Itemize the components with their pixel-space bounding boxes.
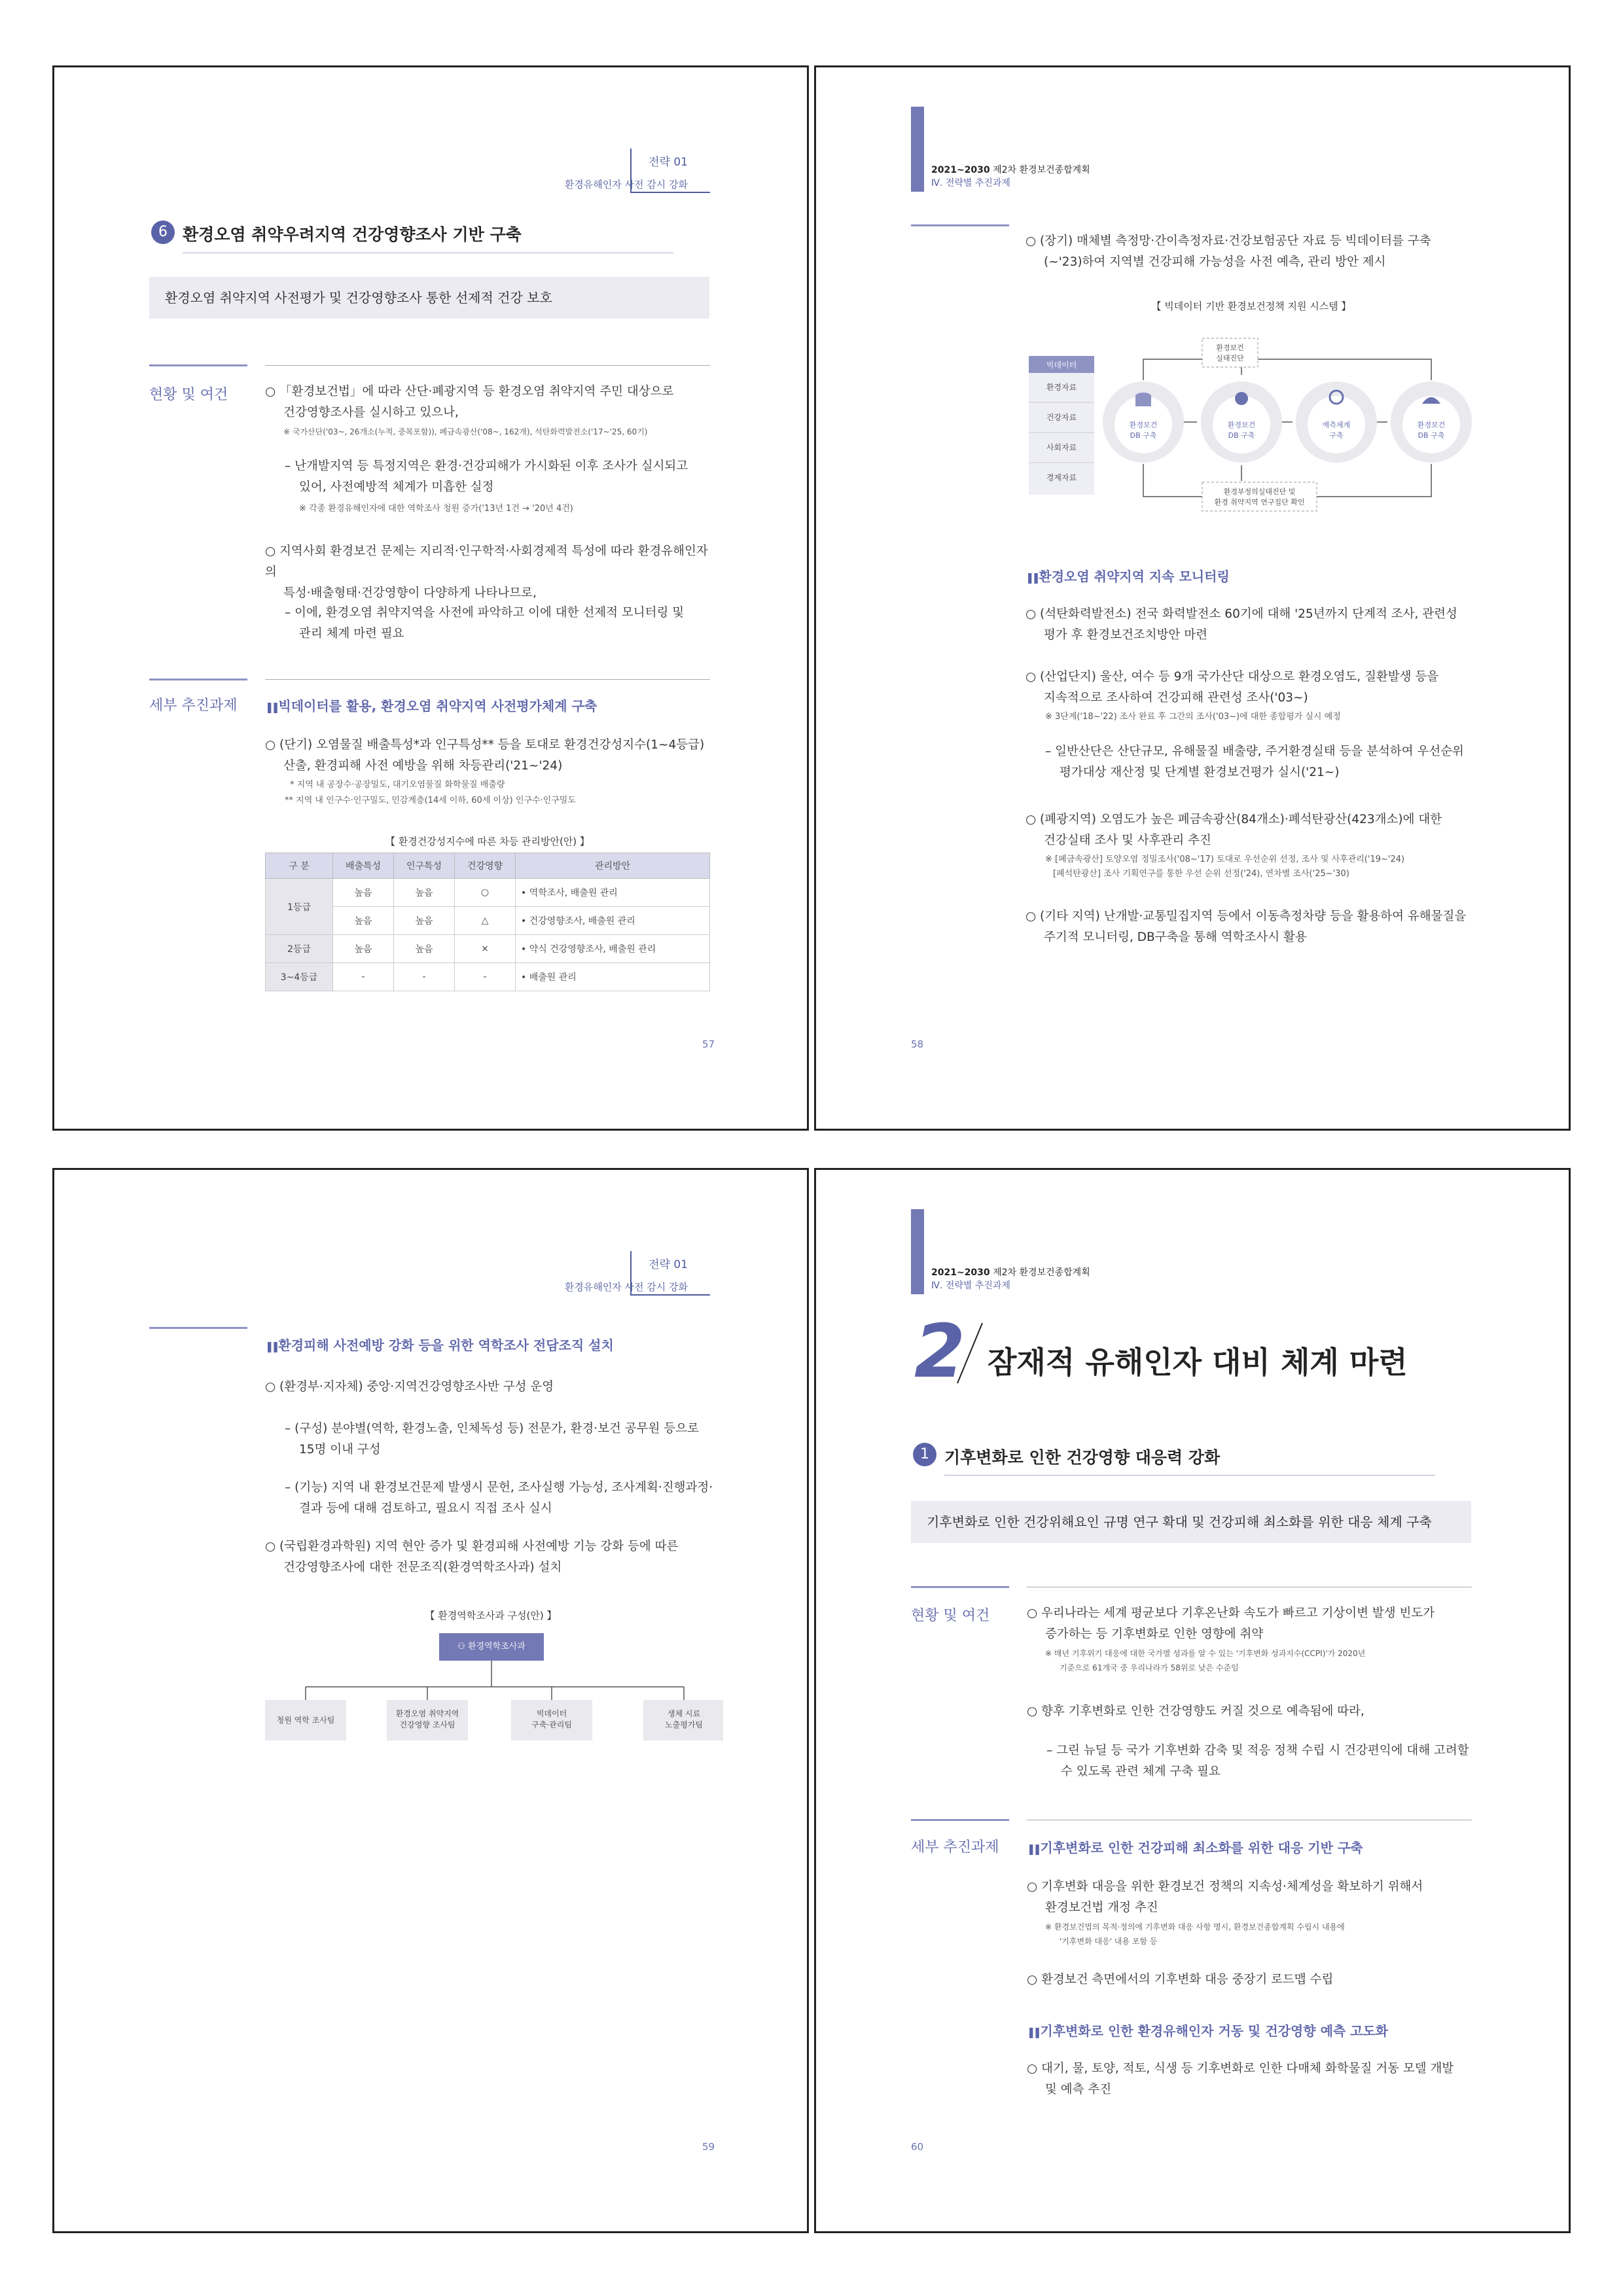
chapter-title: 잠재적 유해인자 대비 체계 마련 <box>988 1345 1408 1380</box>
status-note-2: ※ 각종 환경유해인자에 대한 역학조사 청원 증가('13년 1건 → '20년 4건) <box>299 504 573 514</box>
page-57 <box>52 65 809 1131</box>
label-line <box>149 1327 247 1329</box>
status-dash: – 그린 뉴딜 등 국가 기후변화 감축 및 적응 정책 수립 시 건강편익에 대해 고려할 수 있도록 관련 체계 구축 필요 <box>1046 1744 1469 1778</box>
header-part: Ⅳ. 전략별 추진과제 <box>931 1280 1010 1291</box>
strategy-subtitle: 환경유해인자 사전 감시 강화 <box>564 1281 688 1293</box>
table-row: 2등급 높음 높음 × • 약식 건강영향조사, 배출원 관리 <box>266 935 710 963</box>
org-icon: ⚇ <box>457 1642 468 1651</box>
page-number: 58 <box>911 1038 924 1050</box>
page-60 <box>814 1168 1571 2233</box>
task-note-1: * 지역 내 공장수·공장밀도, 대기오염물질 화학물질 배출량 <box>290 780 505 790</box>
source-item: 사회자료 <box>1046 443 1077 452</box>
table-header: 배출특성 <box>333 853 394 879</box>
composition-dash: – (구성) 분야별(역학, 환경노출, 인체독성 등) 전문가, 환경·보건 공무원 등으로 15명 이내 구성 <box>285 1422 699 1457</box>
page-number: 60 <box>911 2141 924 2153</box>
institute-bullet: ○ (국립환경과학원) 지역 현안 증가 및 환경피해 사전예방 기능 강화 등에 따른 건강영향조사에 대한 전문조직(환경역학조사과) 설치 <box>265 1540 679 1574</box>
section-title: 기후변화로 인한 건강영향 대응력 강화 <box>944 1448 1221 1467</box>
label-line <box>149 679 247 680</box>
org-chart <box>265 1628 723 1772</box>
section-number: 1 <box>913 1443 936 1466</box>
page-59 <box>52 1168 809 2233</box>
node-db-2: 환경보건 DB 구축 <box>1227 421 1256 440</box>
ministry-bullet: ○ (환경부·지자체) 중앙·지역건강영향조사반 구성 운영 <box>265 1380 554 1394</box>
diagram-title: 【 빅데이터 기반 환경보건정책 지원 시스템 】 <box>1151 300 1351 312</box>
status-dash-1: – 난개발지역 등 특정지역은 환경·건강피해가 가시화된 이후 조사가 실시되고 있어, 사전예방적 체계가 미흡한 실정 <box>285 459 688 494</box>
long-term-bullet: ○ (장기) 매체별 측정망·간이측정자료·건강보험공단 자료 등 빅데이터를 구축 (~'23)하여 지역별 건강피해 가능성을 사전 예측, 관리 방안 제시 <box>1026 234 1431 269</box>
industrial-dash: – 일반산단은 산단규모, 유해물질 배출량, 주거환경실태 등을 분석하여 우선순위 평가대상 재산정 및 단계별 환경보건평가 실시('21~) <box>1045 745 1464 779</box>
strategy-header <box>514 149 710 192</box>
section-number: 6 <box>151 221 175 244</box>
source-item: 환경자료 <box>1046 383 1077 392</box>
management-table <box>265 853 710 991</box>
header-plan: 제2차 환경보건종합계획 <box>993 165 1090 175</box>
org-team: 빅데이터 구축·관리팀 <box>531 1709 572 1729</box>
org-team: 환경오염 취약지역 건강영향 조사팀 <box>395 1709 459 1729</box>
bottom-box: 환경부정의실태진단 및 환경 취약지역 연구집단 확인 <box>1214 487 1305 506</box>
table-row: 높음 높음 △ • 건강영향조사, 배출원 관리 <box>266 907 710 935</box>
page-number: 59 <box>702 2141 715 2153</box>
label-status: 현황 및 여건 <box>911 1608 990 1624</box>
org-root: ⚇ 환경역학조사과 <box>439 1633 544 1661</box>
top-box: 환경보건 실태진단 <box>1216 344 1244 362</box>
table-title: 【 환경건강성지수에 따른 차등 관리방안(안) 】 <box>385 836 590 847</box>
summary-box: 환경오염 취약지역 사전평가 및 건강영향조사 통한 선제적 건강 보호 <box>149 277 709 319</box>
org-team: 청원 역학 조사팀 <box>276 1716 335 1725</box>
strategy-header <box>514 1251 710 1294</box>
task-note-2: ** 지역 내 인구수·인구밀도, 민감계층(14세 이하, 60세 이상) 인구수·인구밀도 <box>285 796 576 805</box>
bigdata-label: 빅데이터 <box>1046 361 1077 370</box>
task-bullet-2: ○ 환경보건 측면에서의 기후변화 대응 중장기 로드맵 수립 <box>1027 1973 1334 1987</box>
task-bullet-1: ○ (단기) 오염물질 배출특성*과 인구특성** 등을 토대로 환경건강성지수(1~4등급) 산출, 환경피해 사전 예방을 위해 차등관리('21~'24) <box>265 738 705 773</box>
org-chart-title: 【 환경역학조사과 구성(안) 】 <box>425 1610 557 1621</box>
header-plan: 제2차 환경보건종합계획 <box>993 1267 1090 1278</box>
other-bullet: ○ (기타 지역) 난개발·교통밀집지역 등에서 이동측정차량 등을 활용하여 유해물질을 주기적 모니터링, DB구축을 통해 역학조사시 활용 <box>1026 910 1467 944</box>
rule <box>265 679 710 680</box>
subheading: ❚❚ 기후변화로 인한 환경유해인자 거동 및 건강영향 예측 고도화 <box>1027 2021 1388 2040</box>
subheading: ❚❚ 환경오염 취약지역 지속 모니터링 <box>1026 566 1230 585</box>
industrial-note: ※ 3단계('18~'22) 조사 완료 후 그간의 조사('03~)에 대한 종합평가 실시 예정 <box>1045 712 1341 722</box>
strategy-label: 전략 01 <box>649 1258 688 1271</box>
strategy-subtitle: 환경유해인자 사전 감시 강화 <box>564 179 688 190</box>
label-line <box>911 224 1009 226</box>
table-row: 3~4등급 - - - • 배출원 관리 <box>266 963 710 991</box>
mine-note-2: [폐석탄광산] 조사 기획연구를 통한 우선 순위 선정('24), 연차별 조사('25~'30) <box>1053 869 1349 879</box>
chapter-number: 2 <box>914 1309 965 1394</box>
subheading: ❚❚ 빅데이터를 활용, 환경오염 취약지역 사전평가체계 구축 <box>265 696 597 715</box>
label-task: 세부 추진과제 <box>149 698 238 714</box>
label-line <box>911 1819 1009 1821</box>
label-line <box>149 364 247 366</box>
task-bullet-1: ○ 기후변화 대응을 위한 환경보건 정책의 지속성·체계성을 확보하기 위해서 환경보건법 개정 추진 <box>1027 1880 1423 1915</box>
status-bullet-1: ○ 우리나라는 세계 평균보다 기후온난화 속도가 빠르고 기상이변 발생 빈도가 증가하는 등 기후변화로 인한 영향에 취약 <box>1027 1606 1435 1641</box>
status-note-1: ※ 매년 기후위기 대응에 대한 국가별 성과를 알 수 있는 '기후변화 성과지수(CCPI)'가 2020년 기준으로 61개국 중 우리나라가 58위로 낮은 수준임 <box>1045 1649 1366 1672</box>
rule <box>265 365 710 366</box>
summary-box: 기후변화로 인한 건강위해요인 규명 연구 확대 및 건강피해 최소화를 위한 대응 체계 구축 <box>911 1501 1471 1543</box>
industrial-bullet: ○ (산업단지) 울산, 여수 등 9개 국가산단 대상으로 환경오염도, 질환발생 등을 지속적으로 조사하여 건강피해 관련성 조사('03~) <box>1026 670 1439 705</box>
status-bullet-2: ○ 지역사회 환경보건 문제는 지리적·인구학적·사회경제적 특성에 따라 환경유해인자의 특성·배출형태·건강영향이 다양하게 나타나므로, <box>265 544 708 600</box>
table-header: 관리방안 <box>516 853 710 879</box>
org-team: 생체 시료 노출평가팀 <box>665 1709 703 1729</box>
page-number: 57 <box>702 1038 715 1050</box>
chapter-slash-icon <box>954 1320 986 1386</box>
subheading: ❚❚ 환경피해 사전예방 강화 등을 위한 역학조사 전담조직 설치 <box>265 1335 614 1354</box>
task-bullet-3: ○ 대기, 물, 토양, 적토, 식생 등 기후변화로 인한 다매체 화학물질 거동 모델 개발 및 예측 추진 <box>1027 2062 1454 2096</box>
status-bullet-2: ○ 향후 기후변화로 인한 건강영향도 커질 것으로 예측됨에 따라, <box>1027 1704 1364 1718</box>
function-dash: – (기능) 지역 내 환경보건문제 발생시 문헌, 조사실행 가능성, 조사계획·진행과정· 결과 등에 대해 검토하고, 필요시 직접 조사 실시 <box>285 1481 713 1515</box>
header-part: Ⅳ. 전략별 추진과제 <box>931 178 1010 188</box>
table-header: 구 분 <box>266 853 333 879</box>
section-title: 환경오염 취약우려지역 건강영향조사 기반 구축 <box>183 225 522 244</box>
coal-bullet: ○ (석탄화력발전소) 전국 화력발전소 60기에 대해 '25년까지 단계적 조사, 관련성 평가 후 환경보건조치방안 마련 <box>1026 607 1457 642</box>
status-note-1: ※ 국가산단('03~, 26개소(누적, 중복포함)), 폐금속광산('08~, 162개), 석탄화력발전소('17~'25, 60기) <box>283 427 648 436</box>
bigdata-diagram <box>1026 325 1484 600</box>
mine-note-1: ※ [폐금속광산] 토양오염 정밀조사('08~'17) 토대로 우선순위 선정, 조사 및 사후관리('19~'24) <box>1045 855 1405 864</box>
node-db-1: 환경보건 DB 구축 <box>1129 421 1158 440</box>
status-dash-2: – 이에, 환경오염 취약지역을 사전에 파악하고 이에 대한 선제적 모니터링 및 관리 체계 마련 필요 <box>285 606 685 641</box>
page-58 <box>814 65 1571 1131</box>
node-db-3: 환경보건 DB 구축 <box>1417 421 1446 440</box>
table-row: 1등급 높음 높음 ○ • 역학조사, 배출원 관리 <box>266 879 710 907</box>
header-year: 2021~2030 <box>931 165 990 175</box>
subheading: ❚❚ 기후변화로 인한 건강피해 최소화를 위한 대응 기반 구축 <box>1027 1837 1363 1856</box>
source-item: 경제자료 <box>1046 473 1077 482</box>
label-line <box>911 1586 1009 1588</box>
table-header: 건강영향 <box>455 853 516 879</box>
mine-bullet: ○ (폐광지역) 오염도가 높은 폐금속광산(84개소)·폐석탄광산(423개소)에 대한 건강실태 조사 및 사후관리 추진 <box>1026 813 1442 847</box>
strategy-label: 전략 01 <box>649 156 688 169</box>
label-status: 현황 및 여건 <box>149 387 228 403</box>
node-predict: 예측체계 구축 <box>1322 421 1351 440</box>
source-item: 건강자료 <box>1046 413 1077 422</box>
status-bullet-1: ○ 「환경보건법」에 따라 산단·폐광지역 등 환경오염 취약지역 주민 대상으로 건강영향조사를 실시하고 있으나, <box>265 385 674 419</box>
header-year: 2021~2030 <box>931 1267 990 1278</box>
task-note-1: ※ 환경보건법의 목적·정의에 기후변화 대응 사항 명시, 환경보건종합계획 수립시 내용에 '기후변화 대응' 내용 포함 등 <box>1045 1922 1345 1946</box>
label-task: 세부 추진과제 <box>911 1839 999 1856</box>
table-header: 인구특성 <box>394 853 455 879</box>
